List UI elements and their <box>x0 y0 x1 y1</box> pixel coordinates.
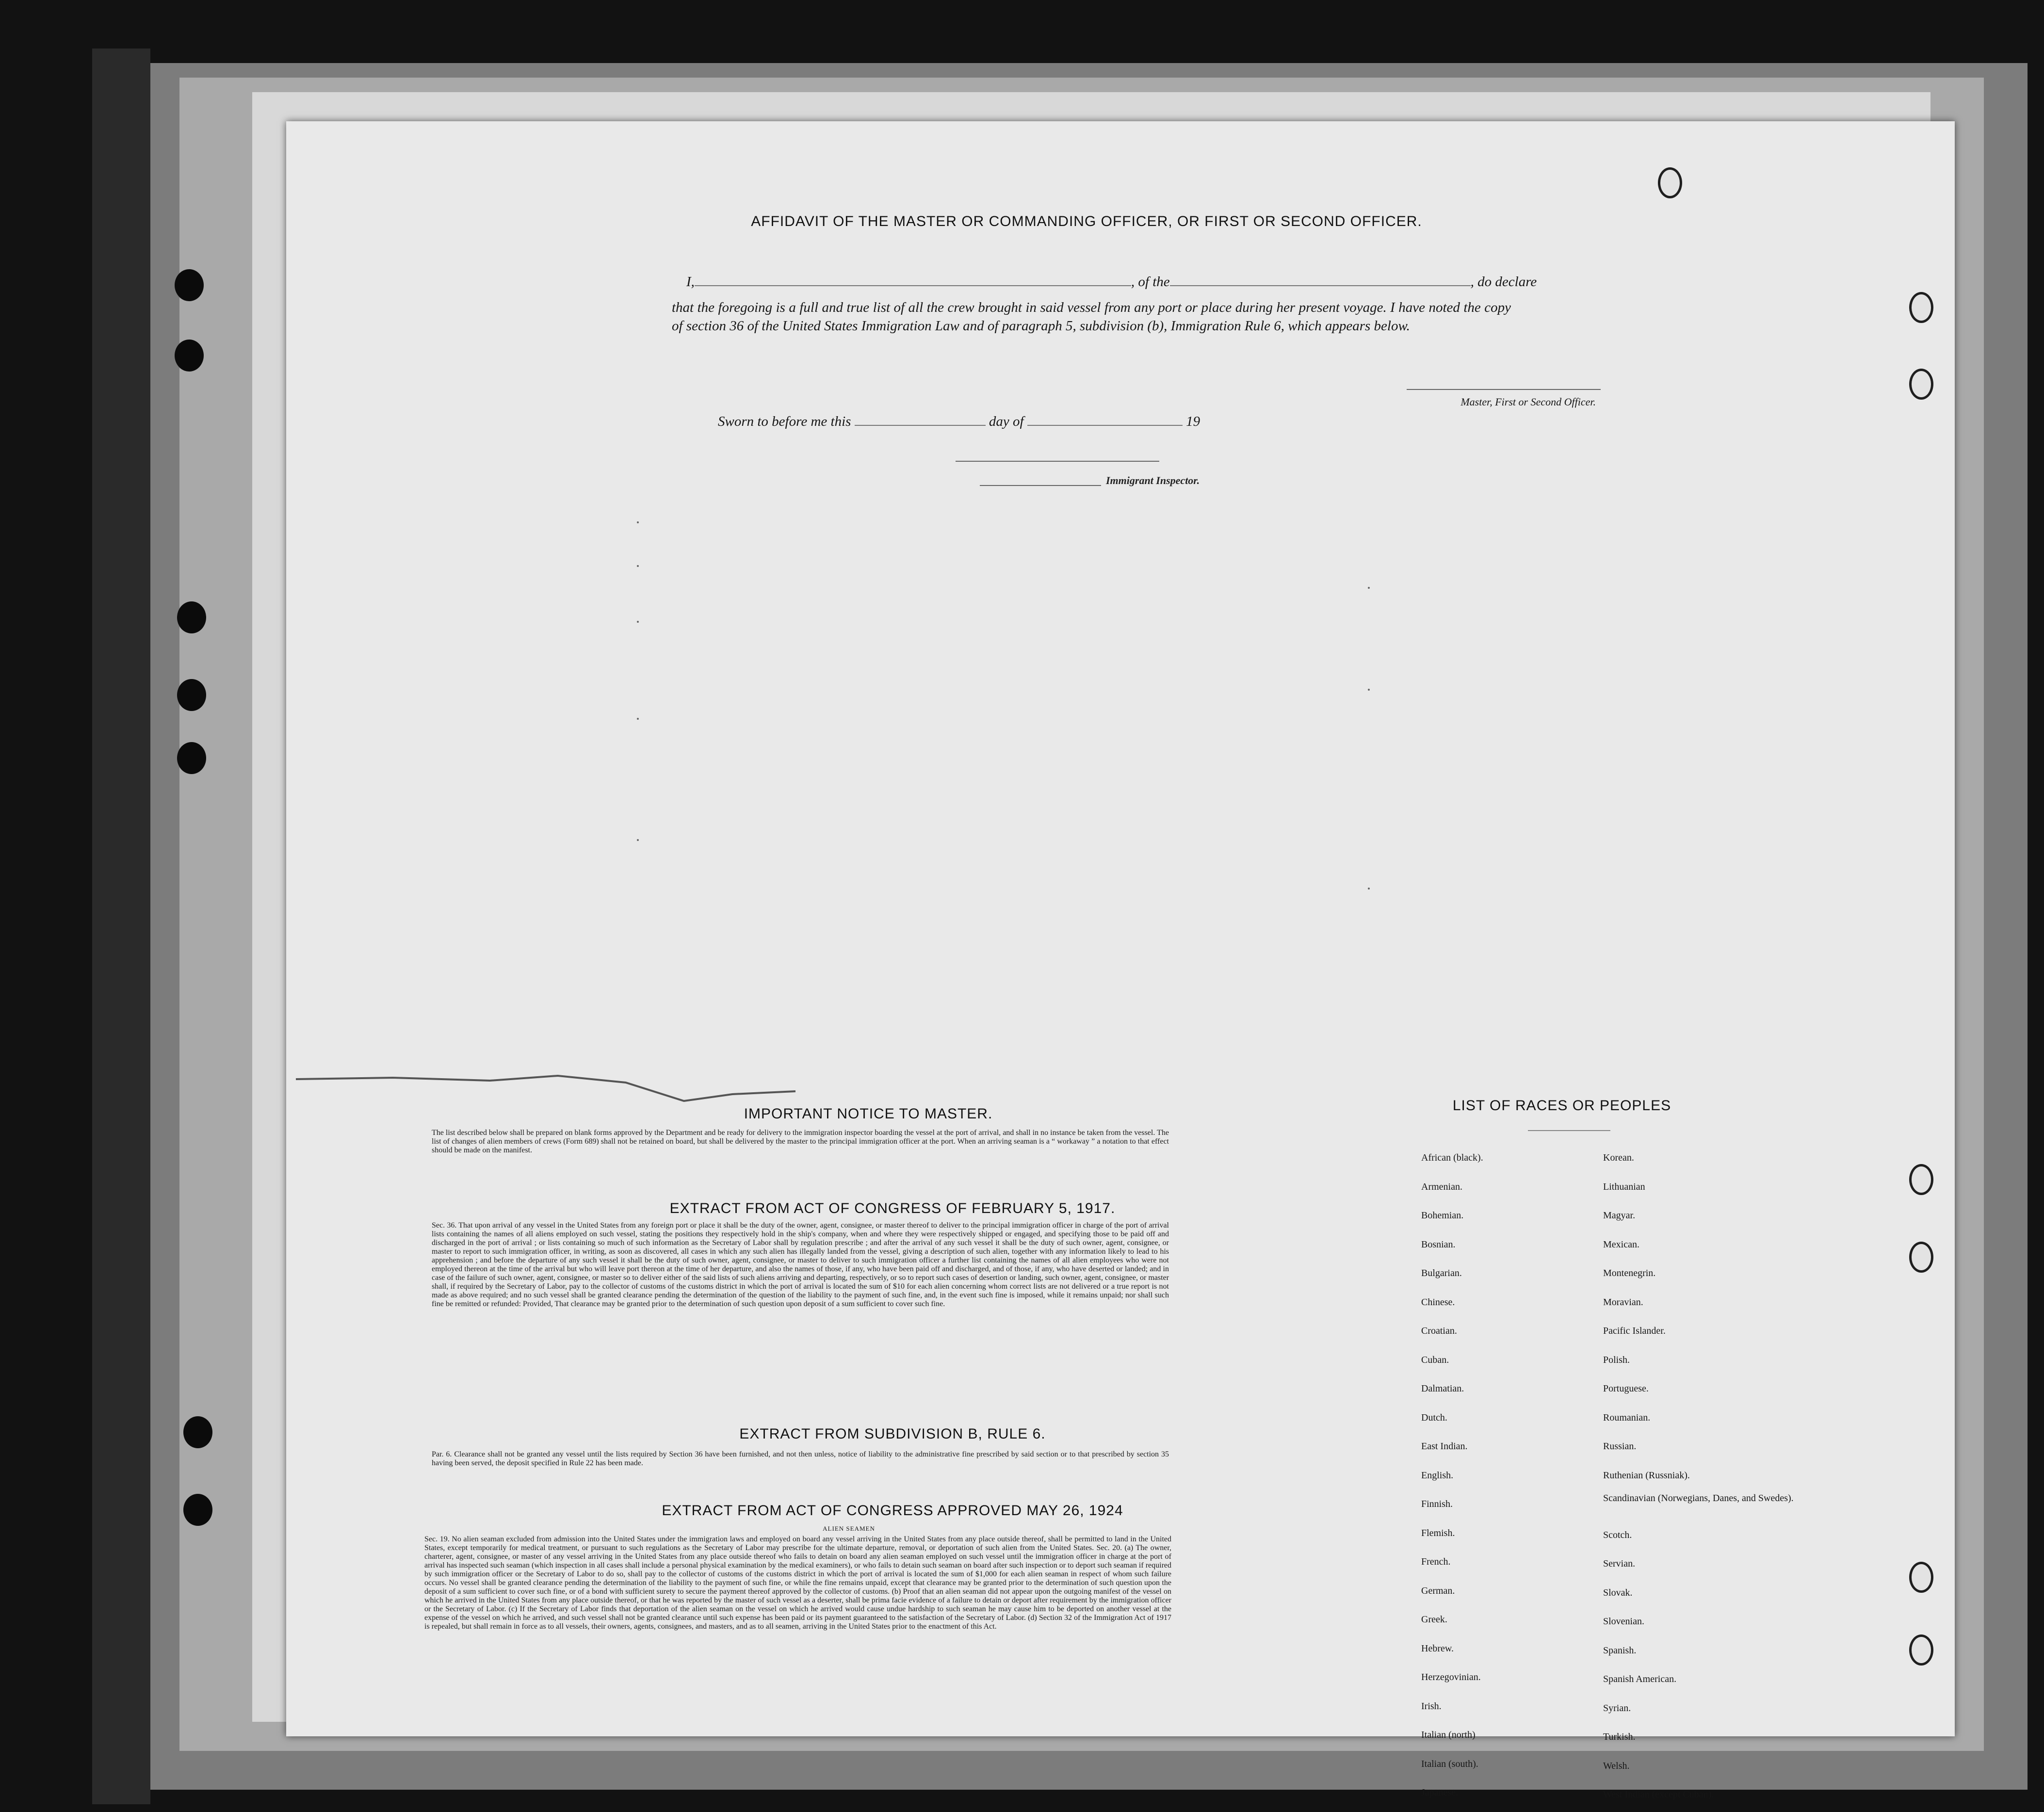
background-strip <box>92 49 150 1804</box>
race-item: Spanish. <box>1603 1645 1637 1656</box>
binder-hole <box>175 340 204 372</box>
guide-dot <box>637 521 639 523</box>
punch-hole <box>1909 369 1933 400</box>
guide-dot <box>1368 888 1370 890</box>
race-item: Portuguese. <box>1603 1383 1649 1394</box>
word-of-the: , of the <box>1131 274 1170 290</box>
race-item: Japanese. <box>1421 1787 1459 1798</box>
race-item: Scotch. <box>1603 1529 1632 1540</box>
punch-hole <box>1658 167 1682 198</box>
race-item: Bulgarian. <box>1421 1268 1462 1278</box>
race-item: Korean. <box>1603 1152 1634 1163</box>
extract-1924-body: Sec. 19. No alien seaman excluded from admission into the United States under the immigration laws and employed on board any vessel arriving in the United States from any place outside thereof, shall be permitted to land in the United States, except temporarily for medical treatment, or pursuant to such regulations as the Secretary of Labor may prescribe for the ultimate departure, removal, or deportation of such alien from the United States. Sec. 20. (a) The owner, charterer, agent, consignee, or master of any vessel arriving in the United States from any place outside thereof who fails to detain on board any alien seaman employed on such vessel until the immigration officer in charge at the port of arrival has inspected such seaman (which inspection in all cases shall include a personal physical examination by the medical examiners), or who fails to detain such seaman on board after such inspection or to deport such seaman if required by such immigration officer or the Secretary of Labor to do so, shall pay to the collector of customs of the customs district in which the port of arrival is located the sum of $1,000 for each alien seaman in respect of whom such failure occurs. No vessel shall be granted clearance pending the determination of the liability to the payment of such fine, or while the fine remains unpaid, except that clearance may be granted prior to the determination of such question upon the deposit of a sum sufficient to cover such fine, or of a bond with sufficient surety to secure the payment thereof approved by the collector of customs. (b) Proof that an alien seaman did not appear upon the outgoing manifest of the vessel on which he arrived in the United States from any place outside thereof, or that he was reported by the master of such vessel as a deserter, shall be prima facie evidence of a failure to detain or deport after requirement by the immigration officer or the Secretary of Labor. (c) If the Secretary of Labor finds that deportation of the alien seaman on the vessel on which he arrived would cause undue hardship to such seaman he may cause him to be deported on another vessel at the expense of the vessel on which he arrived, and such vessel shall not be granted clearance until such expense has been paid or its payment guaranteed to the satisfaction of the Secretary of Labor. (d) Section 32 of the Immigration Act of 1917 is repealed, but shall remain in force as to all vessels, their owners, agents, consignees, and masters, and as to all seamen, arriving in the United States prior to the enactment of this Act. <box>424 1535 1171 1631</box>
race-item: Chinese. <box>1421 1296 1455 1308</box>
race-item: Pacific Islander. <box>1603 1326 1666 1336</box>
extract-rule6-title: EXTRACT FROM SUBDIVISION B, RULE 6. <box>739 1426 1046 1442</box>
races-left-column <box>1421 1144 1606 1808</box>
race-item: Italian (south). <box>1421 1758 1478 1769</box>
race-item: Bosnian. <box>1421 1239 1456 1250</box>
declarant-name-field[interactable] <box>695 285 1131 286</box>
sworn-day-field[interactable] <box>855 425 986 426</box>
race-item: Welsh. <box>1603 1760 1630 1771</box>
binder-hole <box>177 679 206 711</box>
race-item: Spanish American. <box>1603 1674 1677 1684</box>
race-item: Russian. <box>1603 1441 1637 1452</box>
race-item: Herzegovinian. <box>1421 1672 1481 1683</box>
punch-hole <box>1909 1242 1933 1273</box>
binder-hole <box>175 269 204 301</box>
races-right-column <box>1603 1144 1807 1810</box>
punch-hole <box>1909 1164 1933 1195</box>
day-of-label: day of <box>989 414 1024 429</box>
race-item: English. <box>1421 1470 1454 1481</box>
race-item: Ruthenian (Russniak). <box>1603 1470 1690 1481</box>
affidavit-title: AFFIDAVIT OF THE MASTER OR COMMANDING OFFICER, OR FIRST OR SECOND OFFICER. <box>751 213 1422 229</box>
guide-dot <box>1368 587 1370 589</box>
sworn-label: Sworn to before me this <box>718 414 851 429</box>
race-item: Moravian. <box>1603 1296 1643 1308</box>
race-item: Flemish. <box>1421 1527 1455 1538</box>
guide-dot <box>1368 689 1370 691</box>
race-item: African (black). <box>1421 1152 1483 1163</box>
guide-dot <box>637 839 639 841</box>
extract-rule6-body: Par. 6. Clearance shall not be granted any vessel until the lists required by Section 36 have been furnished, and not then unless, notice of liability to the administrative fine prescribed by said section or to that prescribed by section 35 having been served, the deposit specified in Rule 22 has been made. <box>432 1450 1169 1467</box>
affidavit-body: that the foregoing is a full and true list of all the crew brought in said vessel from any port or place during her present voyage. I have noted the copy of section 36 of the United States Immigration Law and of paragraph 5, subdivision (b), Immigration Rule 6, which appears below. <box>672 300 1511 334</box>
guide-dot <box>637 565 639 567</box>
race-item: Dutch. <box>1421 1412 1447 1423</box>
master-signature-label: Master, First or Second Officer. <box>1460 396 1596 408</box>
race-item: Slovenian. <box>1603 1616 1644 1627</box>
binder-hole <box>177 742 206 774</box>
word-do-declare: , do declare <box>1470 274 1537 290</box>
inspector-signature-line[interactable] <box>980 485 1101 486</box>
extract-1924-title: EXTRACT FROM ACT OF CONGRESS APPROVED MAY 26, 1924 <box>662 1503 1123 1519</box>
word-i: I, <box>686 274 695 290</box>
race-item: Greek. <box>1421 1614 1447 1625</box>
race-item: Servian. <box>1603 1558 1636 1569</box>
race-item: Bohemian. <box>1421 1210 1464 1221</box>
race-item: Mexican. <box>1603 1239 1639 1250</box>
declarant-line <box>672 273 1537 291</box>
punch-hole <box>1909 1634 1933 1666</box>
races-title-underline <box>1528 1130 1610 1131</box>
guide-dot <box>637 621 639 623</box>
races-title: LIST OF RACES OR PEOPLES <box>1452 1098 1671 1114</box>
race-item: Cuban. <box>1421 1354 1449 1365</box>
race-item: Syrian. <box>1603 1702 1631 1714</box>
race-item: West Indian (except Cuban). <box>1603 1789 1714 1800</box>
master-signature-line[interactable] <box>1407 389 1601 390</box>
inspector-label: Immigrant Inspector. <box>1106 474 1200 486</box>
sworn-month-field[interactable] <box>1027 425 1183 426</box>
race-item: Dalmatian. <box>1421 1383 1464 1394</box>
document-page <box>286 121 1955 1800</box>
race-item: Scandinavian (Norwegians, Danes, and Swedes). <box>1603 1493 1794 1504</box>
race-item: German. <box>1421 1585 1455 1596</box>
guide-dot <box>637 718 639 720</box>
race-item: Finnish. <box>1421 1499 1453 1509</box>
race-item: Turkish. <box>1603 1731 1636 1742</box>
race-item: Roumanian. <box>1603 1412 1651 1423</box>
race-item: Lithuanian <box>1603 1181 1645 1192</box>
paper-tear <box>286 1052 820 1111</box>
race-item: Slovak. <box>1603 1587 1633 1598</box>
extract-1917-title: EXTRACT FROM ACT OF CONGRESS OF FEBRUARY 5, 1917. <box>669 1200 1116 1216</box>
punch-hole <box>1909 292 1933 323</box>
extract-1924-subtitle: ALIEN SEAMEN <box>823 1525 875 1532</box>
race-item: Irish. <box>1421 1700 1442 1712</box>
race-item: Polish. <box>1603 1354 1630 1365</box>
inspector-top-line <box>956 461 1159 462</box>
year-prefix: 19 <box>1186 414 1200 429</box>
notice-body: The list described below shall be prepared on blank forms approved by the Department and be ready for delivery to the immigration inspector boarding the vessel at the port of arrival, and shall in no instance be taken from the vessel. The list of changes of alien members of crews (Form 689) shall not be retained on board, but shall be delivered by the master to the principal immigration officer at the port. When an arriving seaman is a “ workaway ” a notation to that effect should be made on the manifest. <box>432 1129 1169 1154</box>
race-item: French. <box>1421 1556 1451 1567</box>
race-item: Hebrew. <box>1421 1643 1454 1654</box>
race-item: Italian (north) <box>1421 1730 1476 1740</box>
race-item: Armenian. <box>1421 1181 1462 1192</box>
race-item: Montenegrin. <box>1603 1268 1656 1278</box>
race-item: East Indian. <box>1421 1441 1468 1452</box>
binder-hole <box>177 601 206 633</box>
race-item: Croatian. <box>1421 1326 1457 1336</box>
race-item: Magyar. <box>1603 1210 1636 1221</box>
punch-hole <box>1909 1562 1933 1593</box>
sworn-line <box>718 412 1591 431</box>
extract-1917-body: Sec. 36. That upon arrival of any vessel in the United States from any foreign port or place it shall be the duty of the owner, agent, consignee, or master thereof to deliver to the principal immigration officer in charge of the port of arrival lists containing the names of all aliens employed on such vessel, stating the positions they respectively hold in the ship's company, when and where they were respectively shipped or engaged, and specifying those to be paid off and discharged in the port of arrival ; or lists containing so much of such information as the Secretary of Labor shall by regulation prescribe ; and after the arrival of any such vessel it shall be the duty of such owner, agent, consignee, or master to report to such immigration officer, in writing, as soon as discovered, all cases in which any such alien has illegally landed from the vessel, giving a description of such alien, together with any information likely to lead to his apprehension ; and before the departure of any such vessel it shall be the duty of such owner, agent, consignee, or master to deliver to such immigration officer a further list containing the names of all alien employees who were not employed thereon at the time of the arrival but who will leave port thereon at the time of her departure, and also the names of those, if any, who have been paid off and discharged, and of those, if any, who have deserted or landed; and in case of the failure of such owner, agent, consignee, or master so to deliver either of the said lists of such aliens arriving and departing, respectively, or so to report such cases of desertion or landing, such owner, agent, consignee, or master shall, if required by the Secretary of Labor, pay to the collector of customs of the customs district in which the port of arrival is located the sum of $10 for each alien concerning whom correct lists are not delivered or a true report is not made as above required; and no such vessel shall be granted clearance pending the determination of the question of the liability to the payment of such fine, and, in the event such fine is imposed, while it remains unpaid; nor shall such fine be remitted or refunded: Provided, That clearance may be granted prior to the determination of such question upon deposit of a sum sufficient to cover such fine. <box>432 1221 1169 1308</box>
binder-hole <box>183 1494 212 1526</box>
binder-hole <box>183 1416 212 1448</box>
notice-title: IMPORTANT NOTICE TO MASTER. <box>744 1106 993 1122</box>
vessel-name-field[interactable] <box>1170 285 1471 286</box>
